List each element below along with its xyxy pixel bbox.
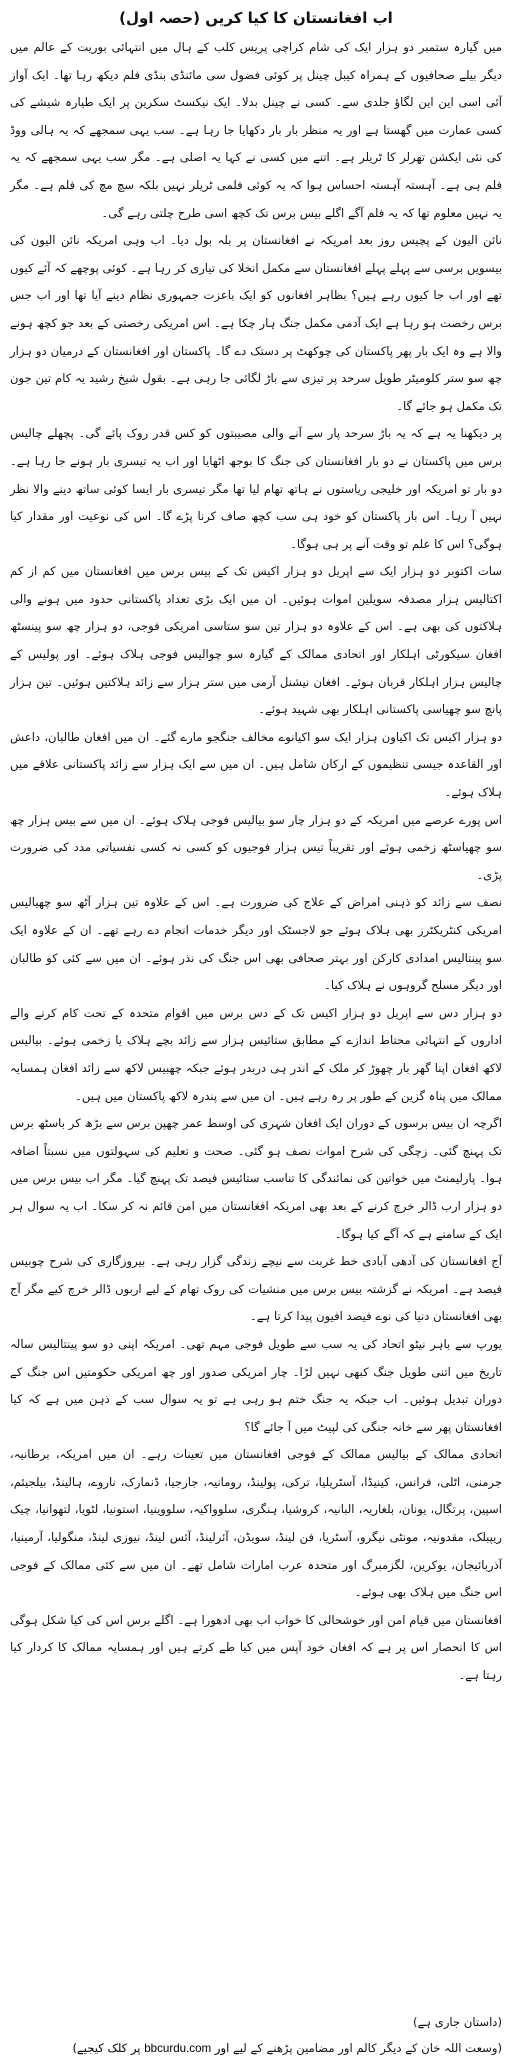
article-body [10, 34, 502, 1690]
article-paragraph: اتحادی ممالک کے بیالیس ممالک کے فوجی افغانستان میں تعینات رہے۔ ان میں امریکہ، برطانیہ، جرمنی، اٹلی، فرانس، کینیڈا، آسٹریلیا، ترکی، پولینڈ، رومانیہ، جارجیا، ڈنمارک، ناروے، ہالینڈ، بیلجیئم، اسپین، پرتگال، یونان، بلغاریہ، البانیہ، کروشیا، ہنگری، سلوواکیہ، سلووینیا، استونیا، لٹویا، لتھوانیا، چیک ریپبلک، مقدونیہ، مونٹی نیگرو، آسٹریا، فن لینڈ، سویڈن، آئرلینڈ، آئس لینڈ، نیوزی لینڈ، منگولیا، آرمینیا، آذربائیجان، یوکرین، لگزمبرگ اور متحدہ عرب امارات شامل تھے۔ ان میں سے کئی ممالک کے فوجی اس جنگ میں ہلاک بھی ہوئے۔ [10, 1447, 502, 1600]
continued-note: (داستان جاری ہے) [412, 2015, 502, 2029]
article-paragraph: دو ہزار اکیس تک اکیاون ہزار ایک سو اکیانوے مخالف جنگجو مارے گئے۔ ان میں افغان طالبان، داعش اور القاعدہ جیسی تنظیموں کے ارکان شامل ہیں۔ ان میں سے ایک ہزار سے زائد پاکستانی علاقے میں ہلاک ہوئے۔ [10, 729, 502, 800]
article-paragraph: اگرچہ ان بیس برسوں کے دوران ایک افغان شہری کی اوسط عمر چھپن برس سے بڑھ کر باسٹھ برس تک پہنچ گئی۔ زچگی کی شرح اموات نصف ہو گئی۔ صحت و تعلیم کی سہولتوں میں نسبتاً اضافہ ہوا۔ پارلیمنٹ میں خواتین کی نمائندگی کا تناسب ستائیس فیصد تک پہنچ گیا۔ مگر اب بیس برس میں دو ہزار ارب ڈالر خرچ کرنے کے بعد بھی امریکہ افغانستان میں امن قائم نہ کر سکا۔ اب یہ سوال ہر ایک کے سامنے ہے کہ آگے کیا ہوگا۔ [10, 1116, 502, 1241]
site-link-prefix: اور [214, 2041, 230, 2055]
article-paragraph: میں گیارہ ستمبر دو ہزار ایک کی شام کراچی پریس کلب کے ہال میں انتہائی بوریت کے عالم میں دیگر بیلے صحافیوں کے ہمراہ کیبل چینل پر کوئی فضول سی مائنڈی بنڈی فلم دیکھ رہا تھا۔ ایک آواز آئی اسی این این لگاؤ جلدی سے۔ کسی نے چینل بدلا۔ ایک نیکسٹ سکرین پر ایک طیارہ شیشے کی کسی عمارت میں گھستا ہے اور یہ منظر بار بار دکھایا جا رہا ہے۔ سب یہی سمجھے کہ یہ ہالی ووڈ کی نئی ایکشن تھرلر کا ٹریلر ہے۔ اتنے میں کسی نے کہا یہ اصلی ہے۔ مگر سب یہی سمجھے کہ یہ فلم ہی ہے۔ آہستہ آہستہ احساس ہوا کہ یہ کوئی فلمی ٹریلر نہیں بلکہ سچ مچ کی فلم ہے۔ مگر یہ نہیں معلوم تھا کہ یہ فلم آگے اگلے بیس برس تک کچھ اسی طرح چلتی رہے گی۔ [10, 40, 502, 220]
byline-line [10, 2035, 502, 2062]
article-paragraph: نصف سے زائد کو ذہنی امراض کے علاج کی ضرورت ہے۔ اس کے علاوہ تین ہزار آٹھ سو چھیالیس امریکی کنٹریکٹرز بھی ہلاک ہوئے جو لاجسٹک اور دیگر خدمات انجام دے رہے تھے۔ ان کے علاوہ ایک سو پینتالیس امدادی کارکن اور بہتر صحافی بھی اس جنگ کی نذر ہوئے۔ ان میں سے کئی کو طالبان اور دیگر مسلح گروہوں نے ہلاک کیا۔ [10, 895, 502, 993]
article-paragraph: اس پورے عرصے میں امریکہ کے دو ہزار چار سو بیالیس فوجی ہلاک ہوئے۔ ان میں سے بیس ہزار چھ سو چھیاسٹھ زخمی ہوئے اور تقریباً تیس ہزار فوجیوں کو کسی نہ کسی نفسیاتی مدد کی ضرورت پڑی۔ [10, 812, 502, 882]
article-paragraph: دو ہزار دس سے اپریل دو ہزار اکیس تک کے دس برس میں اقوام متحدہ کے تحت کام کرنے والے اداروں کے انتہائی محتاط اندازے کے مطابق ستائیس ہزار سے زائد بچے ہلاک یا زخمی ہوئے۔ بیالیس لاکھ افغان اپنا گھر بار چھوڑ کر ملک کے اندر ہی دربدر ہوئے جبکہ چھبیس لاکھ سے زائد افغان ہمسایہ ممالک میں پناہ گزین کے طور پر رہ رہے ہیں۔ ان میں سے پندرہ لاکھ پاکستان میں ہیں۔ [10, 1005, 502, 1103]
byline: (وسعت اللہ خان کے دیگر کالم اور مضامین پڑھنے کے لیے [233, 2041, 502, 2055]
site-link[interactable] [72, 2041, 229, 2055]
article-paragraph: پر دیکھنا یہ ہے کہ یہ باڑ سرحد پار سے آنے والی مصیبتوں کو کس قدر روک پائے گی۔ پچھلے چالیس برس میں پاکستان نے دو بار افغانستان کی جنگ کا بوجھ اٹھایا اور اب یہ تیسری بار ہونے جا رہا ہے۔ دو بار تو امریکہ اور خلیجی ریاستوں نے ہاتھ تھام لیا تھا مگر تیسری بار ایسا کوئی ساتھ دینے والا نظر نہیں آ رہا۔ اس بار پاکستان کو خود ہی سب کچھ صاف کرنا پڑے گا۔ اس کی نوعیت اور مقدار کیا ہوگی؟ اس کا علم تو وقت آنے پر ہی ہوگا۔ [10, 426, 502, 551]
site-link-url[interactable]: bbcurdu.com [144, 2042, 212, 2055]
article-paragraph: یورپ سے باہر نیٹو اتحاد کی یہ سب سے طویل فوجی مہم تھی۔ امریکہ اپنی دو سو پینتالیس سالہ تاریخ میں اتنی طویل جنگ کبھی نہیں لڑا۔ چار امریکی صدور اور چھ امریکی حکومتیں اس جنگ کے دوران تبدیل ہوئیں۔ اب جبکہ یہ جنگ ختم ہو رہی ہے تو یہ سوال سب کے ذہن میں ہے کہ کیا افغانستان پھر سے خانہ جنگی کی لپیٹ میں آ جائے گا؟ [10, 1336, 502, 1434]
site-link-suffix: پر کلک کیجیے) [72, 2041, 141, 2055]
article-paragraph: نائن الیون کے پچیس روز بعد امریکہ نے افغانستان پر بلہ بول دیا۔ اب وہی امریکہ نائن الیون کی بیسویں برسی سے پہلے پہلے افغانستان سے مکمل انخلا کی تیاری کر رہا ہے۔ کوئی پوچھے کہ آئے کیوں تھے اور اب جا کیوں رہے ہیں؟ بظاہر افغانوں کو ایک باعزت جمہوری نظام دینے آیا تھا اور اب جس برس رخصت ہو رہا ہے ایک آدمی مکمل جنگ ہار چکا ہے۔ اس امریکی رخصتی کے بعد جو کچھ ہونے والا ہے وہ ایک بار پھر پاکستان کی چوکھٹ پر دستک دے گا۔ پاکستان اور افغانستان کے درمیان دو ہزار چھ سو ستر کلومیٹر طویل سرحد پر تیزی سے باڑ لگائی جا رہی ہے۔ بقول شیخ رشید یہ کام تین جون تک مکمل ہو جائے گا۔ [10, 233, 502, 413]
article-paragraph: افغانستان میں قیام امن اور خوشحالی کا خواب اب بھی ادھورا ہے۔ اگلے برس اس کی کیا شکل ہوگی اس کا انحصار اس پر ہے کہ افغان خود آپس میں کیا طے کرتے ہیں اور ہمسایہ ممالک کا کردار کیا رہتا ہے۔ [10, 1612, 502, 1683]
article-footer [10, 2009, 502, 2062]
article-paragraph: سات اکتوبر دو ہزار ایک سے اپریل دو ہزار اکیس تک کے بیس برس میں افغانستان میں کم از کم اکتالیس ہزار مصدقہ سویلین اموات ہوئیں۔ ان میں ایک بڑی تعداد پاکستانی حدود میں ہونے والی ہلاکتوں کی بھی ہے۔ اس کے علاوہ دو ہزار تین سو ستاسی امریکی فوجی، دو ہزار چھ سو پینسٹھ افغان سیکورٹی اہلکار اور اتحادی ممالک کے گیارہ سو چوالیس فوجی ہلاک ہوئے۔ اور پولیس کے چالیس ہزار اہلکار قربان ہوئے۔ افغان نیشنل آرمی میں ستر ہزار سے زائد ہلاکتیں ہوئیں۔ تین ہزار پانچ سو چھیاسی پاکستانی اہلکار بھی شہید ہوئے۔ [10, 564, 502, 717]
continued-line [10, 2009, 502, 2035]
article-title: اب افغانستان کا کیا کریں (حصہ اول) [119, 9, 393, 27]
article-paragraph: آج افغانستان کی آدھی آبادی خط غربت سے نیچے زندگی گزار رہی ہے۔ بیروزگاری کی شرح چوبیس فیصد ہے۔ امریکہ نے گزشتہ بیس برس میں منشیات کی روک تھام کے لیے اربوں ڈالر خرچ کیے مگر آج بھی افغانستان دنیا کی نوے فیصد افیون پیدا کرتا ہے۔ [10, 1254, 502, 1324]
